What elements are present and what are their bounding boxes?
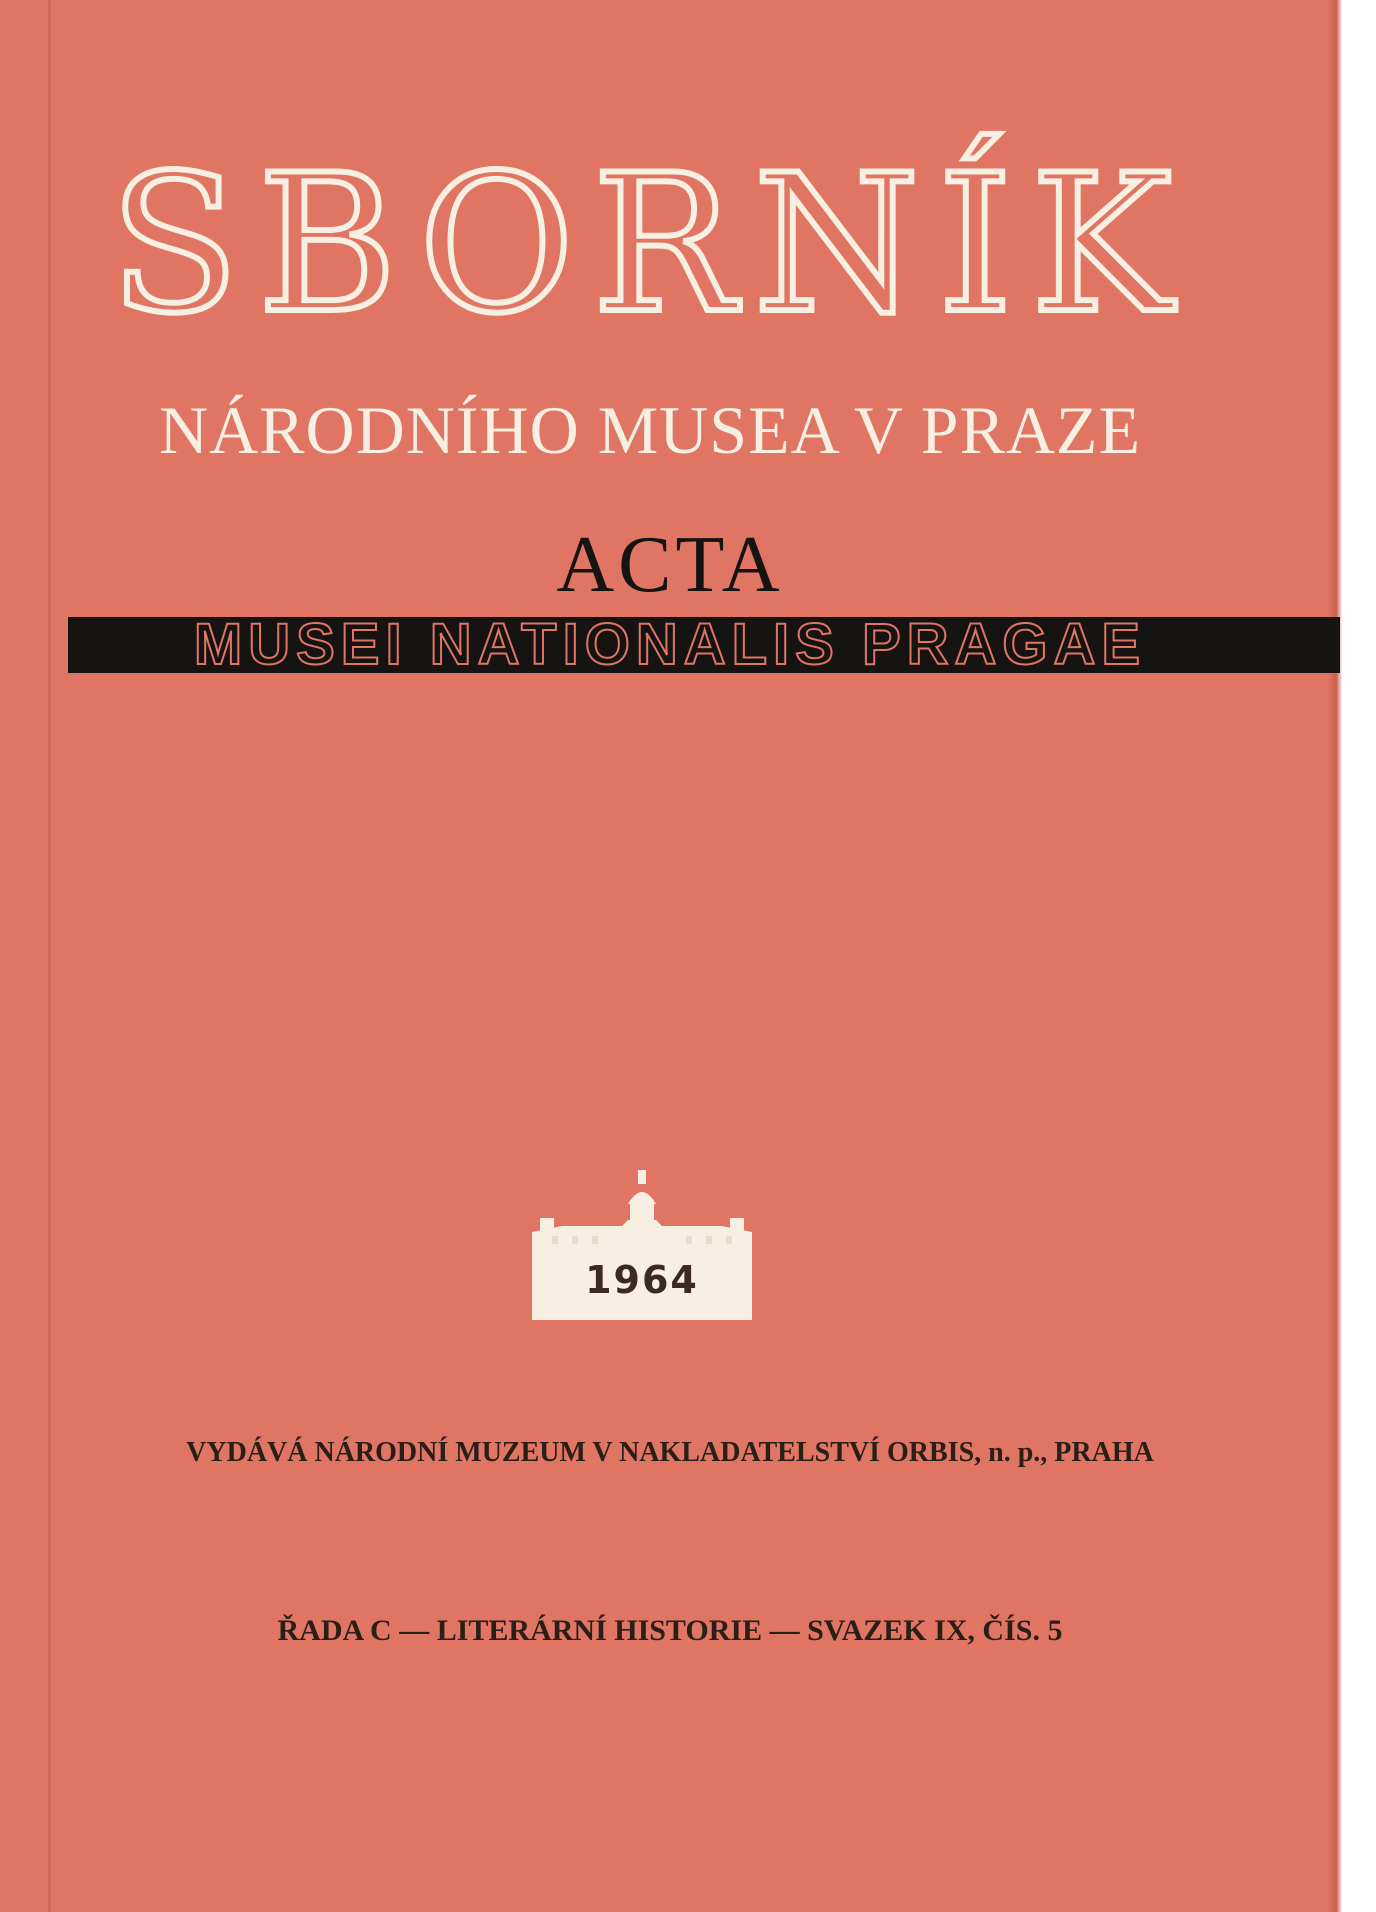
cover-subtitle: NÁRODNÍHO MUSEA V PRAZE xyxy=(158,392,1142,468)
latin-title: MUSEI NATIONALIS PRAGAE xyxy=(193,612,1147,677)
acta-heading: ACTA xyxy=(556,521,784,609)
series-line: ŘADA C — LITERÁRNÍ HISTORIE — SVAZEK IX, ČÍS. 5 xyxy=(277,1614,1063,1647)
publisher-line: VYDÁVÁ NÁRODNÍ MUZEUM V NAKLADATELSTVÍ ORBIS, n. p., PRAHA xyxy=(186,1437,1154,1468)
publication-year: 1964 xyxy=(585,1258,699,1302)
cover-title: SBORNÍK xyxy=(109,134,1191,355)
